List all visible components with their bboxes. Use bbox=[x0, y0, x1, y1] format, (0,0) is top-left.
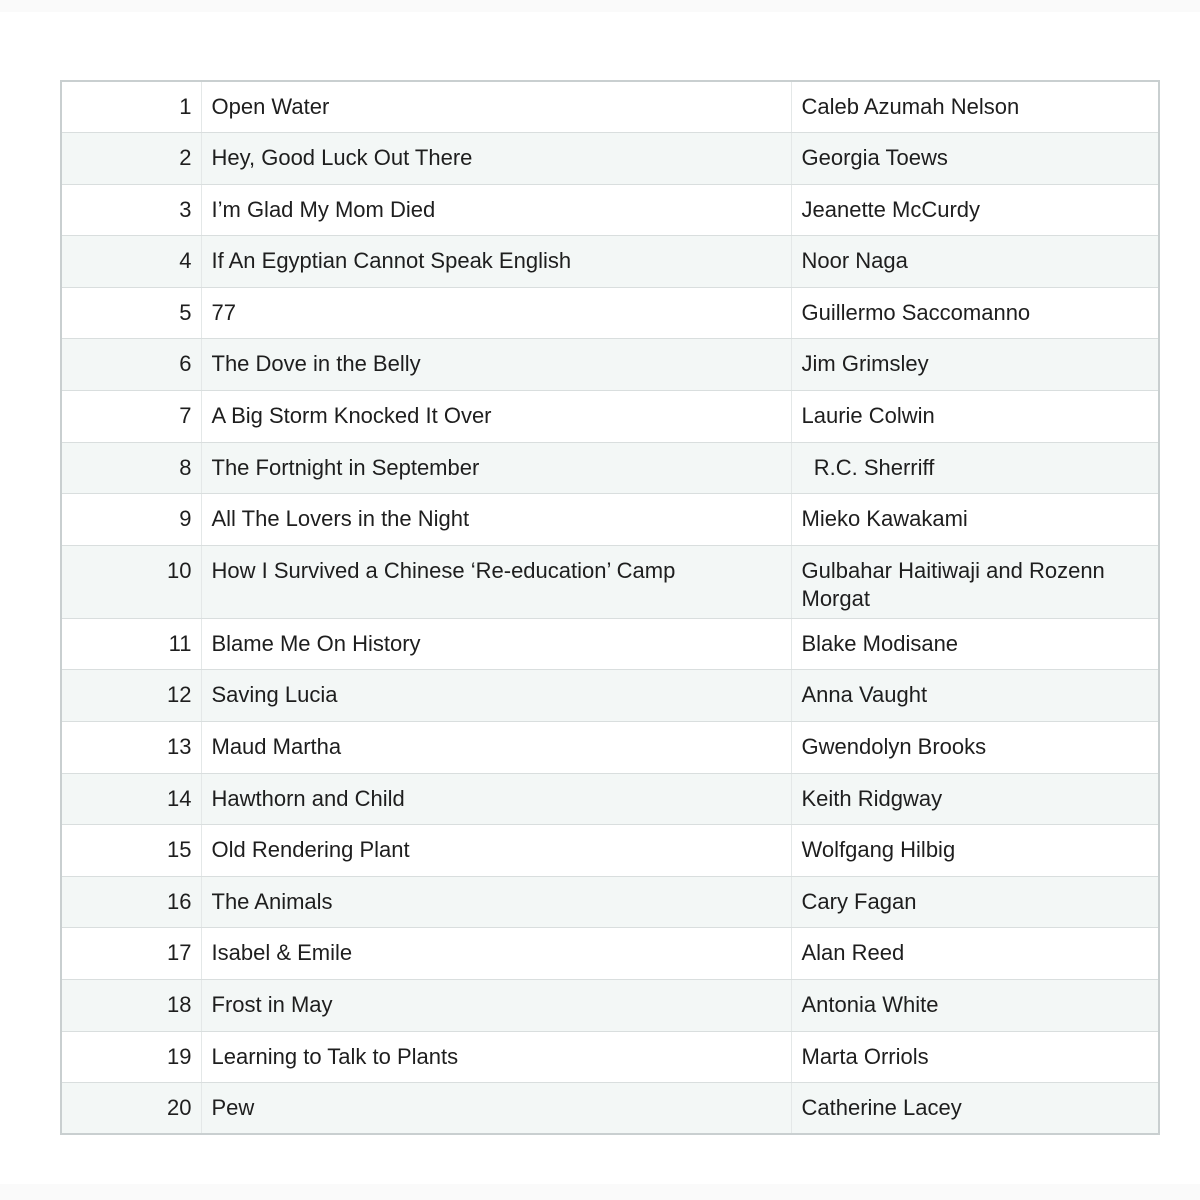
table-row[interactable] bbox=[61, 545, 1159, 618]
book-author: Antonia White bbox=[791, 980, 1159, 1032]
sheet bbox=[0, 12, 1200, 1184]
book-title: 77 bbox=[201, 287, 791, 339]
book-author: Jim Grimsley bbox=[791, 339, 1159, 391]
book-author: Jeanette McCurdy bbox=[791, 184, 1159, 236]
row-number: 13 bbox=[61, 722, 201, 774]
book-author: Caleb Azumah Nelson bbox=[791, 81, 1159, 133]
row-number: 20 bbox=[61, 1083, 201, 1135]
book-author: Georgia Toews bbox=[791, 133, 1159, 185]
row-number: 15 bbox=[61, 825, 201, 877]
book-title: Saving Lucia bbox=[201, 670, 791, 722]
row-number: 6 bbox=[61, 339, 201, 391]
book-author: Gulbahar Haitiwaji and Rozenn Morgat bbox=[791, 545, 1159, 618]
row-number: 12 bbox=[61, 670, 201, 722]
table-row[interactable] bbox=[61, 184, 1159, 236]
book-title: Open Water bbox=[201, 81, 791, 133]
row-number: 11 bbox=[61, 618, 201, 670]
row-number: 19 bbox=[61, 1031, 201, 1083]
book-author: Catherine Lacey bbox=[791, 1083, 1159, 1135]
row-number: 4 bbox=[61, 236, 201, 288]
book-author: Cary Fagan bbox=[791, 876, 1159, 928]
table-row[interactable] bbox=[61, 1031, 1159, 1083]
book-title: Frost in May bbox=[201, 980, 791, 1032]
book-title: The Dove in the Belly bbox=[201, 339, 791, 391]
book-title: Old Rendering Plant bbox=[201, 825, 791, 877]
book-author: R.C. Sherriff bbox=[791, 442, 1159, 494]
book-title: All The Lovers in the Night bbox=[201, 494, 791, 546]
table-row[interactable] bbox=[61, 81, 1159, 133]
row-number: 3 bbox=[61, 184, 201, 236]
book-title: A Big Storm Knocked It Over bbox=[201, 391, 791, 443]
table-row[interactable] bbox=[61, 442, 1159, 494]
row-number: 9 bbox=[61, 494, 201, 546]
book-title: Blame Me On History bbox=[201, 618, 791, 670]
row-number: 1 bbox=[61, 81, 201, 133]
row-number: 7 bbox=[61, 391, 201, 443]
table-row[interactable] bbox=[61, 236, 1159, 288]
book-author: Guillermo Saccomanno bbox=[791, 287, 1159, 339]
row-number: 16 bbox=[61, 876, 201, 928]
book-author: Laurie Colwin bbox=[791, 391, 1159, 443]
book-author: Blake Modisane bbox=[791, 618, 1159, 670]
book-title: Hawthorn and Child bbox=[201, 773, 791, 825]
row-number: 5 bbox=[61, 287, 201, 339]
table-row[interactable] bbox=[61, 494, 1159, 546]
table-row[interactable] bbox=[61, 928, 1159, 980]
table-row[interactable] bbox=[61, 133, 1159, 185]
table-row[interactable] bbox=[61, 339, 1159, 391]
book-author: Keith Ridgway bbox=[791, 773, 1159, 825]
row-number: 14 bbox=[61, 773, 201, 825]
book-title: Maud Martha bbox=[201, 722, 791, 774]
book-title: How I Survived a Chinese ‘Re-education’ Camp bbox=[201, 545, 791, 618]
table-row[interactable] bbox=[61, 618, 1159, 670]
book-author: Wolfgang Hilbig bbox=[791, 825, 1159, 877]
book-list-table bbox=[60, 80, 1160, 1135]
table-row[interactable] bbox=[61, 670, 1159, 722]
book-title: Pew bbox=[201, 1083, 791, 1135]
table-row[interactable] bbox=[61, 980, 1159, 1032]
book-author: Marta Orriols bbox=[791, 1031, 1159, 1083]
row-number: 10 bbox=[61, 545, 201, 618]
table-row[interactable] bbox=[61, 773, 1159, 825]
row-number: 17 bbox=[61, 928, 201, 980]
book-title: I’m Glad My Mom Died bbox=[201, 184, 791, 236]
table-row[interactable] bbox=[61, 722, 1159, 774]
row-number: 18 bbox=[61, 980, 201, 1032]
book-title: The Animals bbox=[201, 876, 791, 928]
book-title: The Fortnight in September bbox=[201, 442, 791, 494]
table-row[interactable] bbox=[61, 1083, 1159, 1135]
table-row[interactable] bbox=[61, 391, 1159, 443]
table-row[interactable] bbox=[61, 287, 1159, 339]
book-title: Hey, Good Luck Out There bbox=[201, 133, 791, 185]
book-title: Isabel & Emile bbox=[201, 928, 791, 980]
book-title: If An Egyptian Cannot Speak English bbox=[201, 236, 791, 288]
book-author: Mieko Kawakami bbox=[791, 494, 1159, 546]
book-author: Anna Vaught bbox=[791, 670, 1159, 722]
book-author: Gwendolyn Brooks bbox=[791, 722, 1159, 774]
book-author: Noor Naga bbox=[791, 236, 1159, 288]
row-number: 2 bbox=[61, 133, 201, 185]
row-number: 8 bbox=[61, 442, 201, 494]
book-author: Alan Reed bbox=[791, 928, 1159, 980]
table-row[interactable] bbox=[61, 825, 1159, 877]
book-title: Learning to Talk to Plants bbox=[201, 1031, 791, 1083]
table-row[interactable] bbox=[61, 876, 1159, 928]
